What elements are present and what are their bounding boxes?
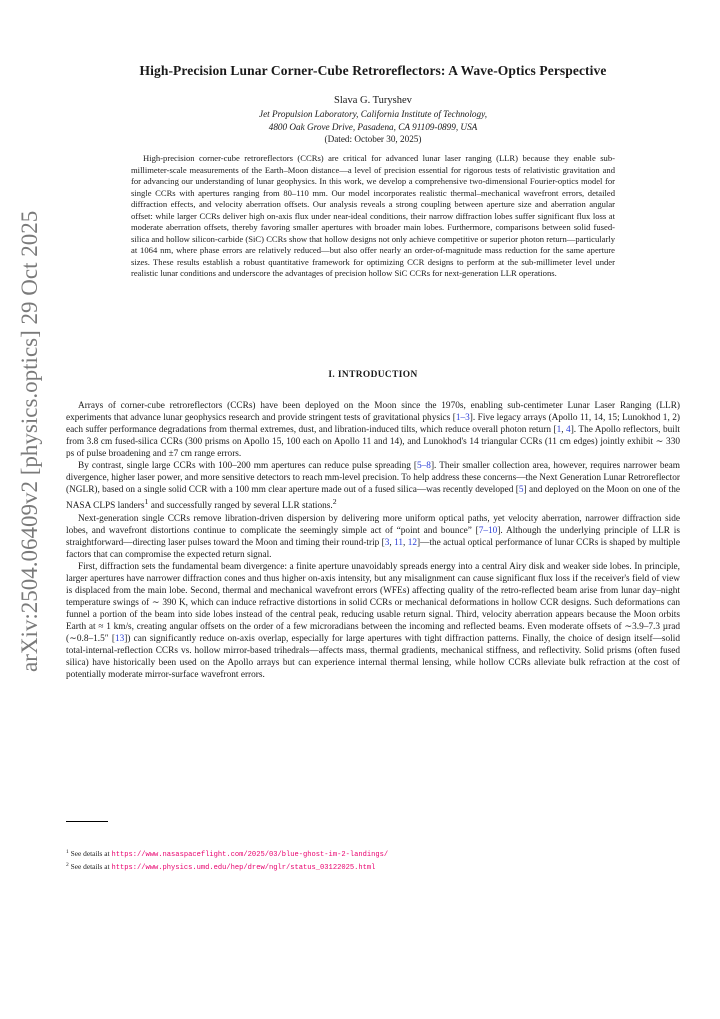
text-run: , [403,537,408,548]
citation-link[interactable]: 3 [384,537,390,548]
citation-link[interactable]: 7–10 [478,525,498,536]
text-run: By contrast, single large CCRs with 100–200 mm apertures can reduce pulse spreading [ [78,461,417,472]
date-line: (Dated: October 30, 2025) [324,134,422,144]
citation-link[interactable]: 5 [518,485,524,496]
citation-link[interactable]: 1 [556,425,562,436]
text-run: ]—the actual optical performance of lunar CCRs is shaped by multiple factors that can compromise the expected return signal. [66,537,680,560]
citation-link[interactable]: 4 [566,425,571,436]
text-run: First, diffraction sets the fundamental beam divergence: a finite aperture unavoidably spreads energy into a central Airy disk and weaker side lobes. In principle, larger apertures have narrower diffraction cones and thus higher on-axis intensity, but any misalignment can cause significant flux loss if the receiver's field of view is displaced from the main lobe. Second, thermal and mechanical wavefront errors (WFEs) affecting quality of the retro-reflected beam arise from lunar day–night temperature swings of ∼ 390 K, which can induce refractive distortions in solid CCRs or mechanical deformations in hollow CCR designs. Such deformations can funnel a portion of the beam into side lobes instead of the central peak, reducing usable return signal. Third, velocity aberration appears because the Moon orbits Earth at ≈ 1 km/s, creating angular offsets on the order of a few microradians between the incoming and reflected beams. Even moderate offsets of ∼3.9–7.3 µrad (∼0.8–1.5″ [ [66,561,680,644]
introduction-body [66,400,680,681]
author-name: Slava G. Turyshev [334,95,412,106]
citation-link[interactable]: 12 [407,537,418,548]
citation-link[interactable]: 11 [394,537,404,548]
paper-title: High-Precision Lunar Corner-Cube Retroreflectors: A Wave-Optics Perspective [139,63,607,78]
affiliation-line-2: 4800 Oak Grove Drive, Pasadena, CA 91109-0899, USA [268,122,478,132]
paragraph-4 [66,561,680,681]
paragraph-2 [66,460,680,512]
text-run: , [389,537,395,548]
text-run: ] and deployed on the Moon on one of the NASA CLPS landers [66,485,680,512]
footnote-number: 1 [66,849,69,855]
text-run: , [561,425,567,436]
text-run: Arrays of corner-cube retroreflectors (CCRs) have been deployed on the Moon since the 1970s, enabling sub-centimeter Lunar Laser Ranging (LLR) experiments that advance lunar geophysics research and provide stringent tests of gravitational physics [ [66,401,680,424]
text-run: and successfully ranged by several LLR stations. [148,501,333,512]
text-run: ]. Although the underlying principle of LLR is straightforward—directing laser pulses toward the Moon and timing their round-trip [ [66,525,680,548]
citation-link[interactable]: 5–8 [417,461,431,472]
abstract: High-precision corner-cube retroreflectors (CCRs) are critical for advanced lunar laser ranging (LLR) because they enable sub-millimeter-scale measurements of the Earth–Moon distance—a level of precision essential for rigorous tests of relativistic gravitation and for advancing our understanding of lunar geophysics. In this work, we develop a comprehensive two-dimensional Fourier-optics model for single CCRs with apertures ranging from 80–110 mm. Our model incorporates realistic thermal–mechanical wavefront errors, detailed diffraction effects, and velocity aberration offsets. Our analysis reveals a strong coupling between aperture size and aberration angular offset: while larger CCRs deliver high on-axis flux under near-ideal conditions, their narrow diffraction lobes suffer significant flux loss at moderate aberration offsets, thereby favoring smaller apertures with broader main lobes. Furthermore, comparisons between solid fused-silica and hollow silicon-carbide (SiC) CCRs show that hollow designs not only achieve competitive or superior photon return—particularly at 1064 nm, where phase errors are relatively reduced—but also offer nearly an order-of-magnitude mass reduction for the same aperture sizes. These results establish a robust quantitative framework for optimizing CCR designs to perform at the sub-millimeter level under realistic lunar conditions and underscore the advantages of precision hollow SiC CCRs for next-generation LLR operations. [131,153,615,279]
affiliation-line-1: Jet Propulsion Laboratory, California Institute of Technology, [259,109,487,119]
footnote-url-link[interactable]: https://www.physics.umd.edu/hep/drew/nglr/status_03122025.html [111,864,376,872]
footnote-prefix: See details at [70,862,112,871]
citation-link[interactable]: 1–3 [455,413,470,424]
section-heading-introduction: I. INTRODUCTION [328,370,418,380]
footnote-url-link[interactable]: https://www.nasaspaceflight.com/2025/03/blue-ghost-im-2-landings/ [111,851,389,859]
text-run: ]) can significantly reduce on-axis overlap, especially for large apertures with tight diffraction patterns. Finally, the choice of design itself—solid total-internal-reflection CCRs vs. hollow mirror-based trihedrals—affects mass, thermal gradients, mechanical stiffness, and reflectivity. Solid prisms (often fused silica) have historically been used on the Apollo arrays but can experience internal thermal lensing, while hollow CCRs alleviate bulk refraction at the cost of potentially moderate mirror-surface wavefront errors. [66,633,680,681]
footnote-1 [66,847,680,860]
text-run: ]. Five legacy arrays (Apollo 11, 14, 15; Lunokhod 1, 2) each suffer performance degradations from thermal extremes, dust, and libration-induced tilts, which reduce overall photon return [ [66,413,680,436]
citation-link[interactable]: 13 [114,633,125,644]
footnote-marker[interactable]: 1 [144,497,149,507]
footnote-2 [66,860,680,873]
footnote-prefix: See details at [70,849,112,858]
arxiv-identifier: arXiv:2504.06409v2 [physics.optics] 29 Oct 2025 [17,210,42,672]
footnote-rule [66,821,108,822]
paragraph-3 [66,513,680,561]
text-run: Next-generation single CCRs remove libration-driven dispersion by delivering more uniform optical paths, yet velocity aberration, narrower diffraction side lobes, and wavefront distortions continue to complicate the seemingly simple act of “point and bounce” [ [66,513,680,536]
text-run: ]. Their smaller collection area, however, requires narrower beam divergence, higher laser power, and more sensitive detectors to reach mm-level precision. To help address these concerns—the Next Generation Lunar Retroreflector (NGLR), based on a single solid CCR with a 100 mm clear aperture made out of a fused silica—was recently developed [ [66,461,680,496]
text-run: ]. The Apollo reflectors, built from 3.8 cm fused-silica CCRs (300 prisms on Apollo 15, 100 each on Apollo 11 and 14), and Lunokhod's 14 triangular CCRs (11 cm edges) jointly exhibit ∼ 330 ps of pulse broadening and ±7 cm range errors. [66,425,680,460]
paragraph-1 [66,400,680,460]
footnote-number: 2 [66,862,69,868]
footnote-marker[interactable]: 2 [332,497,337,507]
footnotes [66,847,680,873]
